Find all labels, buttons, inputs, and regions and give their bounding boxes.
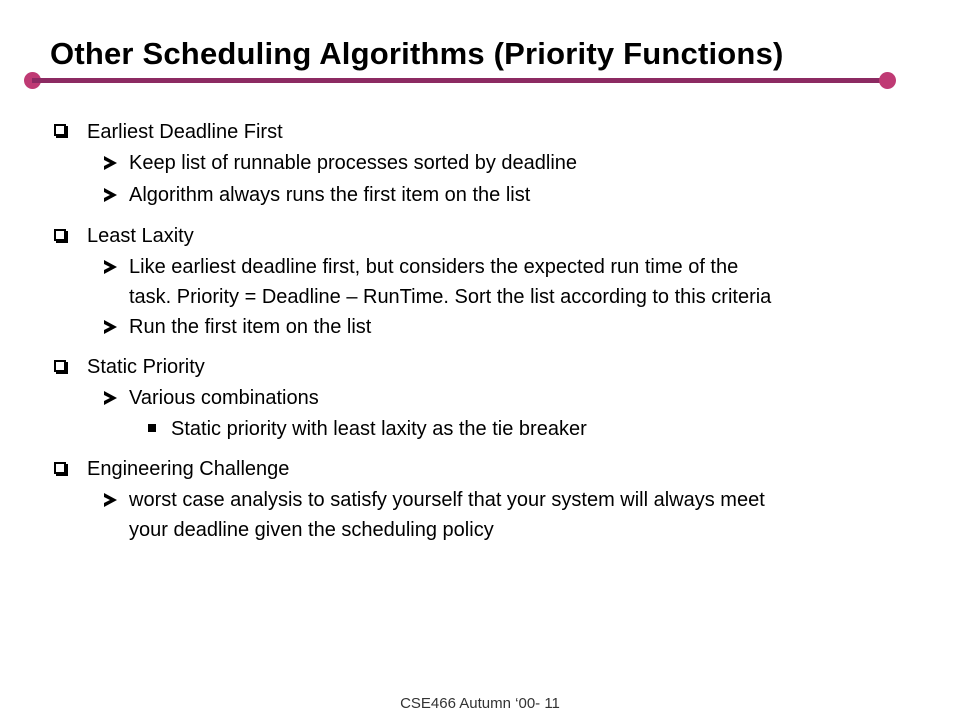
bullet-item: Run the first item on the list [129, 316, 372, 338]
section-heading-static-priority: Static Priority [87, 356, 205, 378]
section-heading-engineering-challenge: Engineering Challenge [87, 458, 290, 480]
bullet-item-continuation: task. Priority = Deadline – RunTime. Sort the list according to this criteria [129, 286, 772, 308]
filled-square-bullet-icon [148, 424, 156, 432]
bullet-item: Like earliest deadline first, but considers the expected run time of the [129, 256, 739, 278]
bullet-item: Keep list of runnable processes sorted by deadline [129, 152, 578, 174]
sub-bullet-item: Static priority with least laxity as the tie breaker [171, 418, 587, 440]
hollow-square-bullet-icon [54, 124, 66, 136]
hollow-square-bullet-icon [54, 462, 66, 474]
arrow-bullet-icon [104, 188, 117, 202]
arrow-bullet-icon [104, 260, 117, 274]
arrow-bullet-icon [104, 391, 117, 405]
bullet-item-continuation: your deadline given the scheduling policy [129, 519, 494, 541]
section-heading-earliest-deadline-first: Earliest Deadline First [87, 121, 283, 143]
arrow-bullet-icon [104, 320, 117, 334]
slide-footer: CSE466 Autumn ‘00- 11 [400, 695, 560, 712]
slide-title: Other Scheduling Algorithms (Priority Functions) [50, 36, 784, 71]
bullet-item: Various combinations [129, 387, 319, 409]
arrow-bullet-icon [104, 156, 117, 170]
hollow-square-bullet-icon [54, 229, 66, 241]
bullet-item: worst case analysis to satisfy yourself that your system will always meet [129, 489, 765, 511]
title-rule [32, 78, 886, 83]
bullet-item: Algorithm always runs the first item on the list [129, 184, 531, 206]
section-heading-least-laxity: Least Laxity [87, 225, 194, 247]
hollow-square-bullet-icon [54, 360, 66, 372]
title-rule-right-dot [879, 72, 896, 89]
arrow-bullet-icon [104, 493, 117, 507]
